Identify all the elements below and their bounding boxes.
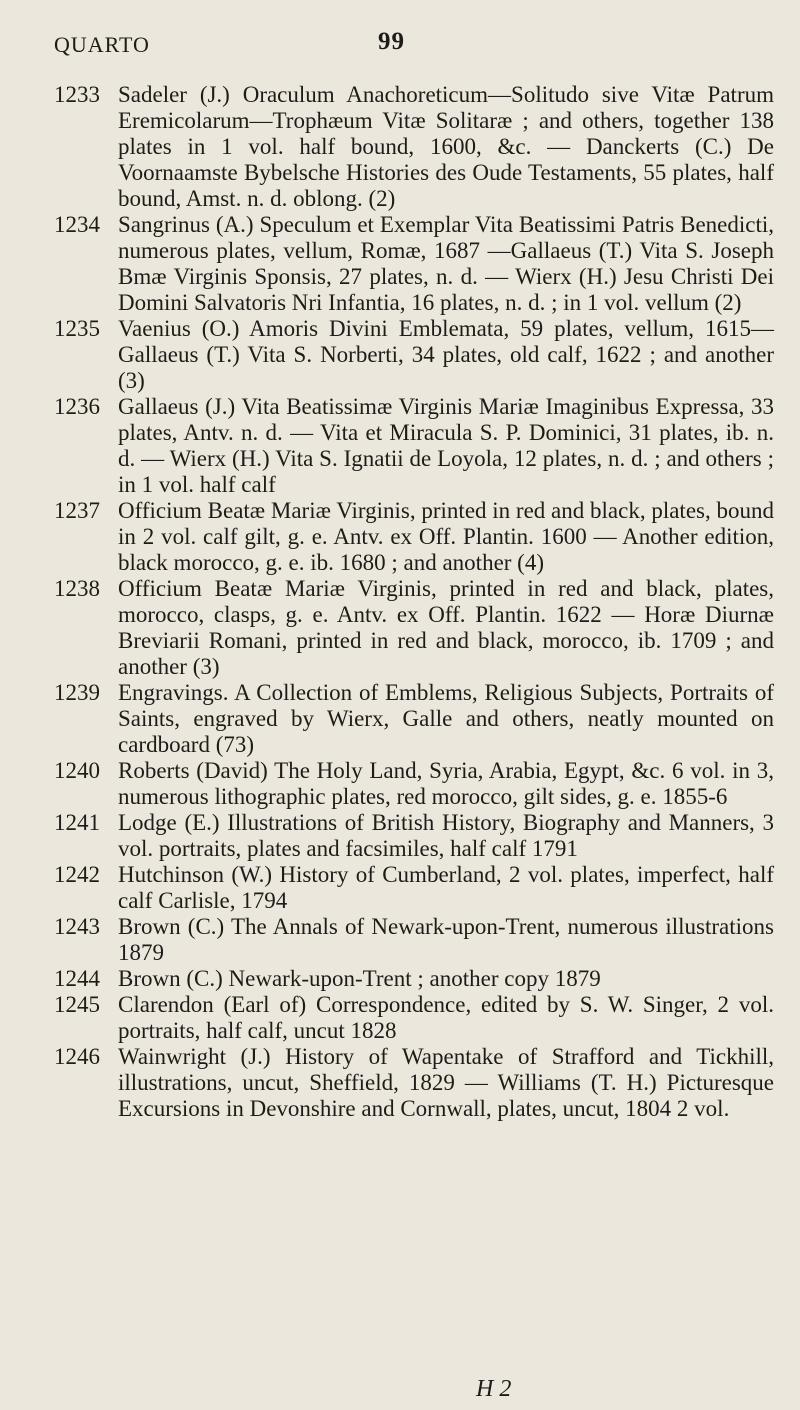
lot-number: 1246 [54, 1044, 100, 1069]
catalogue-entry [54, 1044, 774, 1122]
lot-number: 1235 [54, 316, 100, 341]
lot-number: 1234 [54, 212, 100, 237]
entry-description: Brown (C.) Newark-upon-Trent ; another copy 1879 [118, 966, 601, 991]
lot-number: 1233 [54, 82, 100, 107]
lot-number: 1244 [54, 966, 100, 991]
lot-number: 1240 [54, 758, 100, 783]
catalogue-entries [54, 82, 774, 1122]
entry-description: Sadeler (J.) Oraculum Anachoreticum—Solitudo sive Vitæ Patrum Eremicolarum—Trophæum Vitæ Solitaræ ; and others, together 138 plates in 1 vol. half bound, 1600, &c. — Danckerts (C.) De Voornaamste Bybelsche Histories des Oude Testaments, 55 plates, half bound, Amst. n. d. oblong. (2) [118, 82, 774, 211]
catalogue-entry [54, 992, 774, 1044]
lot-number: 1236 [54, 394, 100, 419]
entry-description: Brown (C.) The Annals of Newark-upon-Trent, numerous illustrations 1879 [118, 914, 774, 965]
page-header [0, 26, 800, 62]
catalogue-entry [54, 316, 774, 394]
page-number: 99 [378, 28, 405, 55]
entry-description: Clarendon (Earl of) Correspondence, edited by S. W. Singer, 2 vol. portraits, half calf, uncut 1828 [118, 992, 774, 1043]
catalogue-entry [54, 680, 774, 758]
entry-description: Sangrinus (A.) Speculum et Exemplar Vita Beatissimi Patris Benedicti, numerous plates, vellum, Romæ, 1687 —Gallaeus (T.) Vita S. Joseph Bmæ Virginis Sponsis, 27 plates, n. d. — Wierx (H.) Jesu Christi Dei Domini Salvatoris Nri Infantia, 16 plates, n. d. ; in 1 vol. vellum (2) [118, 212, 774, 315]
entry-description: Officium Beatæ Mariæ Virginis, printed in red and black, plates, bound in 2 vol. calf gilt, g. e. Antv. ex Off. Plantin. 1600 — Another edition, black morocco, g. e. ib. 1680 ; and another (4) [118, 498, 774, 575]
catalogue-entry [54, 498, 774, 576]
section-title: QUARTO [54, 32, 150, 57]
entry-description: Roberts (David) The Holy Land, Syria, Arabia, Egypt, &c. 6 vol. in 3, numerous lithographic plates, red morocco, gilt sides, g. e. 1855-6 [118, 758, 774, 809]
catalogue-entry [54, 966, 774, 992]
entry-description: Lodge (E.) Illustrations of British History, Biography and Manners, 3 vol. portraits, plates and facsimiles, half calf 1791 [118, 810, 774, 861]
entry-description: Gallaeus (J.) Vita Beatissimæ Virginis Mariæ Imaginibus Expressa, 33 plates, Antv. n. d. — Vita et Miracula S. P. Dominici, 31 plates, ib. n. d. — Wierx (H.) Vita S. Ignatii de Loyola, 12 plates, n. d. ; and others ; in 1 vol. half calf [118, 394, 774, 497]
entry-description: Engravings. A Collection of Emblems, Religious Subjects, Portraits of Saints, engraved by Wierx, Galle and others, neatly mounted on cardboard (73) [118, 680, 774, 757]
catalogue-entry [54, 914, 774, 966]
lot-number: 1245 [54, 992, 100, 1017]
lot-number: 1243 [54, 914, 100, 939]
lot-number: 1242 [54, 862, 100, 887]
entry-description: Vaenius (O.) Amoris Divini Emblemata, 59 plates, vellum, 1615—Gallaeus (T.) Vita S. Norberti, 34 plates, old calf, 1622 ; and another (3) [118, 316, 774, 393]
lot-number: 1239 [54, 680, 100, 705]
entry-description: Officium Beatæ Mariæ Virginis, printed in red and black, plates, morocco, clasps, g. e. Antv. ex Off. Plantin. 1622 — Horæ Diurnæ Breviarii Romani, printed in red and black, morocco, ib. 1709 ; and another (3) [118, 576, 774, 679]
catalogue-entry [54, 394, 774, 498]
lot-number: 1241 [54, 810, 100, 835]
signature-mark: H 2 [476, 1376, 512, 1402]
catalogue-entry [54, 862, 774, 914]
catalogue-entry [54, 576, 774, 680]
lot-number: 1238 [54, 576, 100, 601]
entry-description: Hutchinson (W.) History of Cumberland, 2 vol. plates, imperfect, half calf Carlisle, 1794 [118, 862, 774, 913]
lot-number: 1237 [54, 498, 100, 523]
catalogue-entry [54, 758, 774, 810]
catalogue-entry [54, 212, 774, 316]
entry-description: Wainwright (J.) History of Wapentake of Strafford and Tickhill, illustrations, uncut, Sheffield, 1829 — Williams (T. H.) Picturesque Excursions in Devonshire and Cornwall, plates, uncut, 1804 2 vol. [118, 1044, 774, 1121]
catalogue-entry [54, 82, 774, 212]
catalogue-entry [54, 810, 774, 862]
